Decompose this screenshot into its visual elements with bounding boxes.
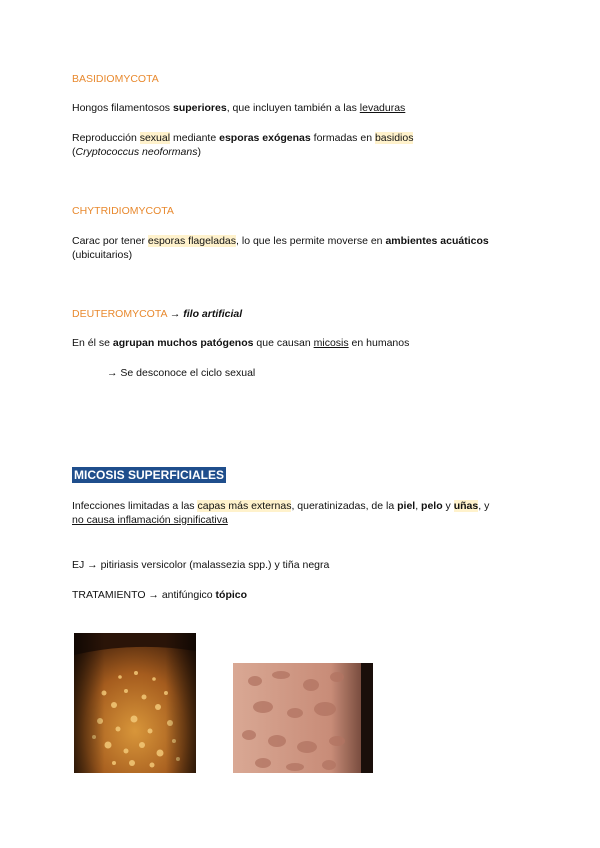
text-bold: piel — [397, 500, 416, 512]
heading-deuteromycota — [72, 307, 242, 321]
text-bold: agrupan muchos patógenos — [112, 337, 254, 349]
text: ) — [197, 146, 201, 158]
text: que causan — [253, 337, 314, 349]
text-highlight: basidios — [374, 132, 414, 144]
text: mediante — [170, 132, 220, 144]
text: , y — [478, 500, 490, 512]
heading-text: DEUTEROMYCOTA — [72, 308, 167, 320]
text: , — [415, 500, 422, 512]
text: , lo que les permite moverse en — [236, 235, 386, 247]
text-highlight: capas más externas — [197, 500, 292, 512]
text: En él se — [72, 337, 113, 349]
photo-back-skin-lesions — [74, 633, 196, 773]
deutero-line-1 — [72, 336, 409, 350]
text: TRATAMIENTO → antifúngico — [72, 589, 216, 601]
micosis-line-1 — [72, 499, 489, 513]
text-bold: esporas exógenas — [219, 132, 311, 144]
heading-basidiomycota: BASIDIOMYCOTA — [72, 73, 159, 85]
arrow: → — [166, 308, 184, 320]
text-bold-italic: filo artificial — [183, 308, 243, 320]
text-highlight: sexual — [139, 132, 171, 144]
text: Carac por tener — [72, 235, 148, 247]
text-bold: ambientes acuáticos — [385, 235, 489, 247]
text: Infecciones limitadas a las — [72, 500, 198, 512]
text-underlined: levaduras — [359, 102, 406, 114]
chytridio-line-1 — [72, 234, 489, 248]
text-bold-highlight: uñas — [453, 500, 479, 512]
text: , que incluyen también a las — [226, 102, 360, 114]
heading-chytridiomycota: CHYTRIDIOMYCOTA — [72, 205, 174, 217]
text-italic: Cryptococcus neoformans — [75, 146, 198, 158]
basidio-line-1 — [72, 101, 405, 115]
chytridio-line-2: (ubicuitarios) — [72, 249, 133, 261]
ej-line: EJ → pitiriasis versicolor (malassezia spp.) y tiña negra — [72, 559, 330, 571]
tratamiento-line — [72, 588, 247, 602]
banner-text: MICOSIS SUPERFICIALES — [74, 468, 225, 482]
deutero-line-2: → Se desconoce el ciclo sexual — [107, 367, 256, 379]
text: formadas en — [310, 132, 375, 144]
text: Hongos filamentosos — [72, 102, 173, 114]
basidio-line-3 — [72, 145, 201, 159]
section-banner — [72, 467, 226, 484]
text: en humanos — [348, 337, 410, 349]
micosis-line-2: no causa inflamación significativa — [72, 514, 228, 526]
text: ( — [72, 146, 76, 158]
text: y — [442, 500, 454, 512]
text-underlined: micosis — [313, 337, 349, 349]
text-highlight: esporas flageladas — [147, 235, 237, 247]
text: Reproducción — [72, 132, 140, 144]
text-bold: tópico — [215, 589, 248, 601]
photo-skin-patches — [233, 663, 373, 773]
text-bold: superiores — [172, 102, 227, 114]
text: , queratinizadas, de la — [291, 500, 398, 512]
basidio-line-2 — [72, 131, 413, 145]
text-bold: pelo — [421, 500, 443, 512]
